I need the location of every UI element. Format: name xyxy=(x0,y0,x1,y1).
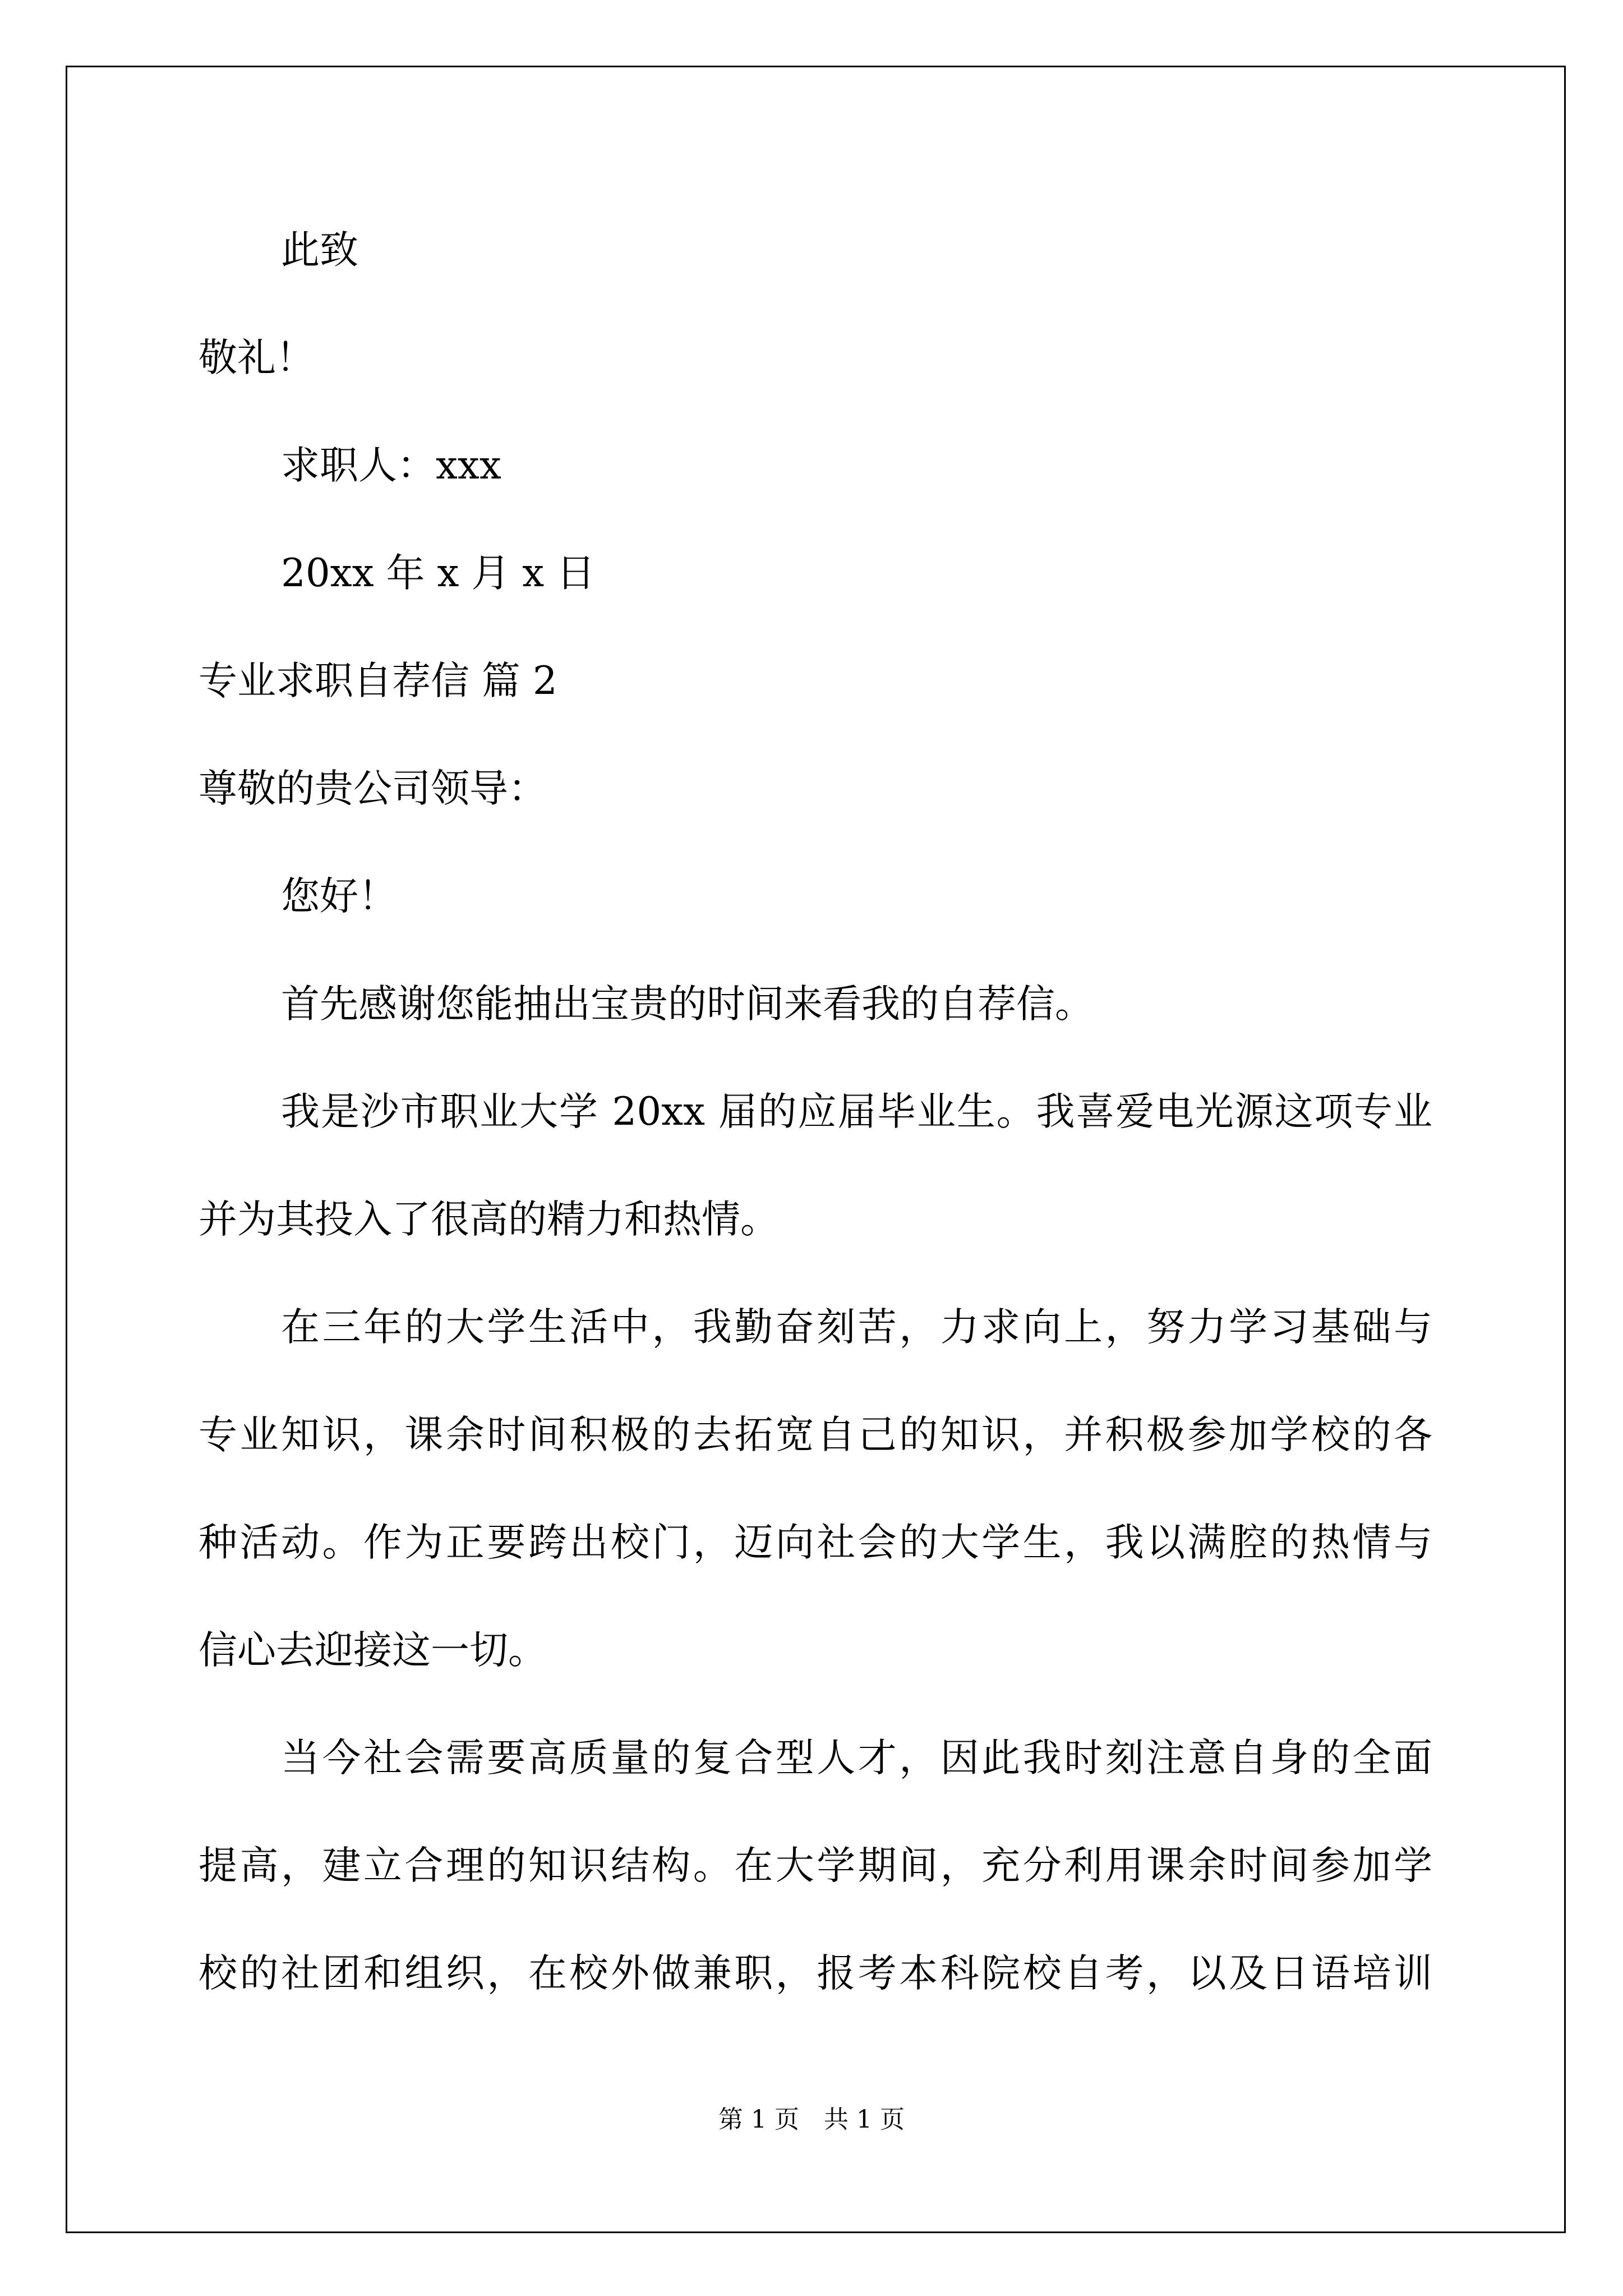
closing-regards: 敬礼！ xyxy=(199,335,315,380)
paragraph-line: 校的社团和组织，在校外做兼职，报考本科院校自考，以及日语培训 xyxy=(199,1951,1432,1996)
paragraph-line: 信心去迎接这一切。 xyxy=(199,1628,547,1673)
paragraph-line: 当今社会需要高质量的复合型人才，因此我时刻注意自身的全面 xyxy=(281,1736,1432,1780)
closing-salutation: 此致 xyxy=(281,228,358,273)
letter-greeting: 您好！ xyxy=(281,874,397,919)
page-border xyxy=(66,66,1566,2233)
section-heading: 专业求职自荐信 篇 2 xyxy=(199,659,557,703)
paragraph-line: 提高，建立合理的知识结构。在大学期间，充分利用课余时间参加学 xyxy=(199,1843,1432,1888)
paragraph-line: 首先感谢您能抽出宝贵的时间来看我的自荐信。 xyxy=(281,982,1094,1027)
paragraph-line: 在三年的大学生活中，我勤奋刻苦，力求向上，努力学习基础与 xyxy=(281,1305,1432,1350)
paragraph-line: 专业知识，课余时间积极的去拓宽自己的知识，并积极参加学校的各 xyxy=(199,1412,1432,1457)
letter-addressee: 尊敬的贵公司领导： xyxy=(199,766,547,811)
paragraph-line: 种活动。作为正要跨出校门，迈向社会的大学生，我以满腔的热情与 xyxy=(199,1520,1432,1565)
paragraph-line: 并为其投入了很高的精力和热情。 xyxy=(199,1197,779,1242)
page-number-footer: 第 1 页 共 1 页 xyxy=(718,2105,905,2134)
letter-date: 20xx 年 x 月 x 日 xyxy=(281,551,596,596)
paragraph-line: 我是沙市职业大学 20xx 届的应届毕业生。我喜爱电光源这项专业 xyxy=(281,1089,1432,1134)
applicant-signature: 求职人：xxx xyxy=(281,443,501,488)
